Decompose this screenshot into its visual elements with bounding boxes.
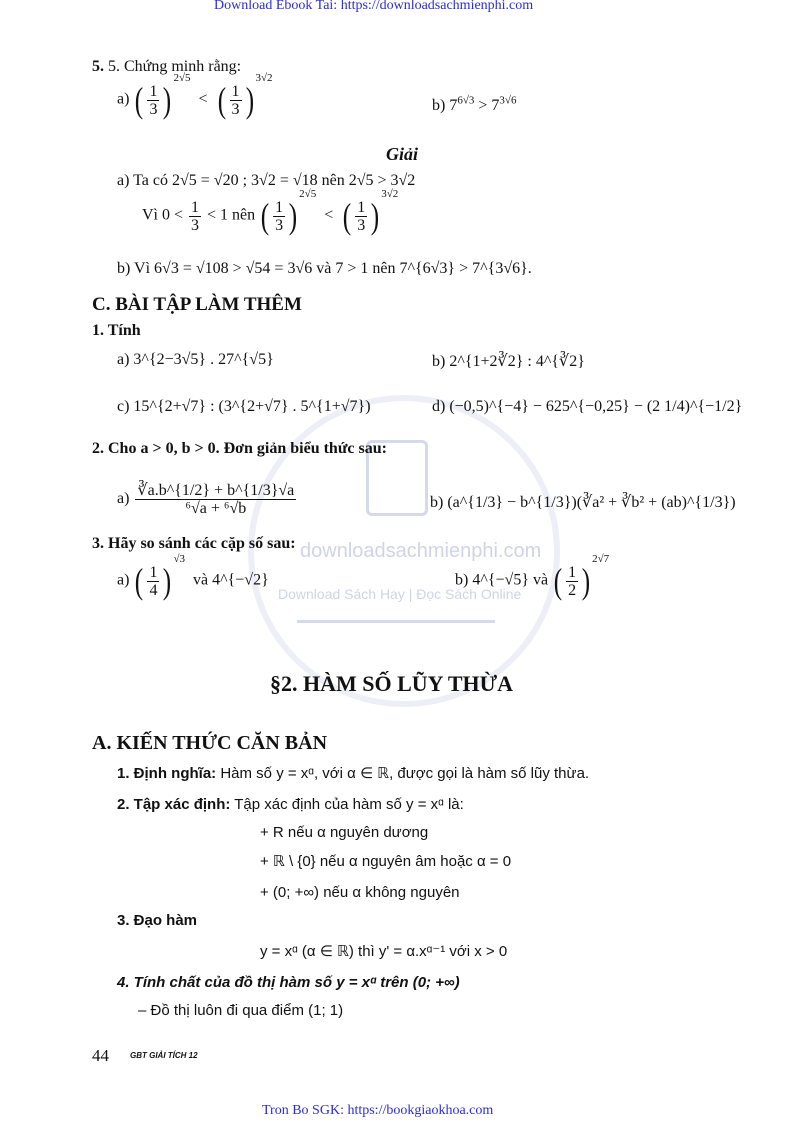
watermark-site: downloadsachmienphi.com: [300, 540, 542, 562]
item1: 1. Định nghĩa: Hàm số y = xᵅ, với α ∈ ℝ, được gọi là hàm số lũy thừa.: [117, 765, 590, 782]
ex3-title: 3. Hãy so sánh các cặp số sau:: [92, 535, 296, 552]
solution-heading: Giải: [386, 144, 419, 164]
section-c-heading: C. BÀI TẬP LÀM THÊM: [92, 294, 302, 315]
ex1-a: a) 3^{2−3√5} . 27^{√5}: [117, 351, 274, 368]
solution-a-line2: Vì 0 < $\frac{1}{3}$ < 1 nên ( $\frac{1}{3}$ )$^{2√5}$ < ( $\frac{1}{3}$ )$^{3√2}$: [142, 188, 399, 236]
ex3-b: b) 4^{−√5} và ( $\frac{1}{2}$ )$^{2√7}$: [455, 553, 610, 601]
footer-link[interactable]: Tron Bo SGK: https://bookgiaokhoa.com: [262, 1103, 494, 1118]
header-link[interactable]: Download Ebook Tai: https://downloadsachmienphi.com: [214, 0, 534, 13]
ex5-title: 5. 5. Chứng minh rằng:: [92, 58, 242, 75]
ex5-b-expr: b) $7^{6√3} > 7^{3√6}$: [432, 94, 517, 114]
item2: 2. Tập xác định: Tập xác định của hàm số y = xᵅ là:: [117, 796, 464, 813]
item3-label: 3. Đạo hàm: [117, 912, 198, 929]
ex1-b: b) 2^{1+2∛2} : 4^{∛2}: [432, 353, 585, 370]
ex1-c: c) 15^{2+√7} : (3^{2+√7} . 5^{1+√7}): [117, 398, 371, 415]
item2-bullet3: + (0; +∞) nếu α không nguyên: [260, 884, 460, 901]
ex5-a-expr: a) ( $\frac{1}{3}$ )$^{2√5}$ < ( $\frac{1}{3}$ )$^{3√2}$: [117, 72, 273, 120]
section-a-heading: A. KIẾN THỨC CĂN BẢN: [92, 732, 328, 754]
ex2-a-numerator: ∛a.b^{1/2} + b^{1/3}√a: [137, 482, 295, 499]
ex2-title: 2. Cho a > 0, b > 0. Đơn giản biểu thức sau:: [92, 440, 387, 457]
solution-a-line1: a) Ta có 2√5 = √20 ; 3√2 = √18 nên 2√5 > 3√2: [117, 172, 416, 189]
ex1-title: 1. Tính: [92, 322, 141, 339]
ex1-d: d) (−0,5)^{−4} − 625^{−0,25} − (2 1/4)^{−1/2}: [432, 398, 743, 415]
item4-bullet1: – Đồ thị luôn đi qua điểm (1; 1): [138, 1002, 344, 1019]
solution-b-line: b) Vì 6√3 = √108 > √54 = 3√6 và 7 > 1 nên 7^{6√3} > 7^{3√6}.: [117, 260, 532, 277]
item4-label: 4. Tính chất của đồ thị hàm số y = xᵅ trên (0; +∞): [117, 974, 460, 991]
watermark-tagline: Download Sách Hay | Đọc Sách Online: [278, 586, 522, 602]
ex3-a: a) ( $\frac{1}{4}$ )$^{√3}$ và 4^{−√2}: [117, 553, 269, 601]
item3-text: y = xᵅ (α ∈ ℝ) thì y' = α.xᵅ⁻¹ với x > 0: [260, 943, 508, 960]
ex2-a: a) $\frac{∛a.b\^{}\{1/2\} + b\^{}\{1/3\}√a}{\text{⁶√a + ⁶√b}}$: [117, 482, 295, 517]
ex2-a-denominator: ⁶√a + ⁶√b: [185, 500, 247, 517]
page-number: 44: [92, 1046, 109, 1065]
watermark-line: [297, 620, 495, 623]
book-title: GBT GIẢI TÍCH 12: [130, 1051, 198, 1060]
item2-bullet2: + ℝ \ {0} nếu α nguyên âm hoặc α = 0: [260, 853, 512, 870]
ex2-b: b) (a^{1/3} − b^{1/3})(∛a² + ∛b² + (ab)^{1/3}): [430, 494, 736, 511]
item2-bullet1: + R nếu α nguyên dương: [260, 824, 429, 841]
chapter-heading: §2. HÀM SỐ LŨY THỪA: [270, 671, 514, 696]
